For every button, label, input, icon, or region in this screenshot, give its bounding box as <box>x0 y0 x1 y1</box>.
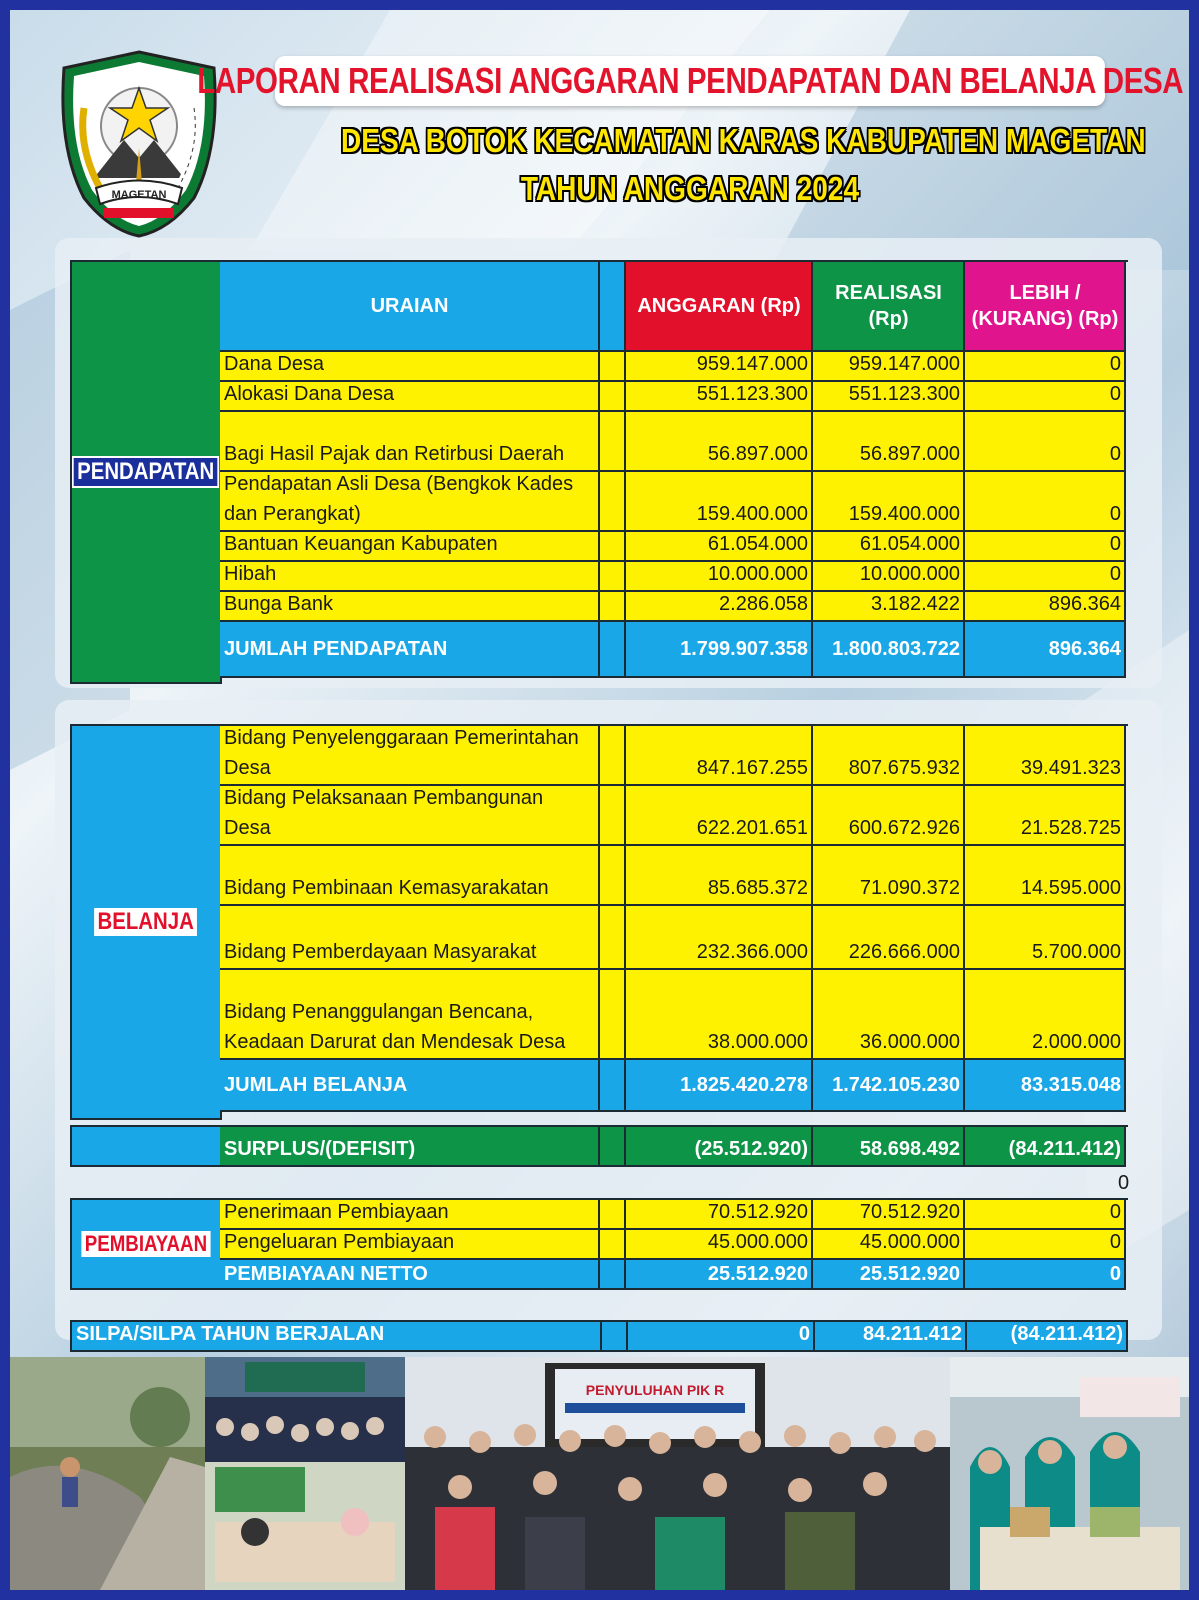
cell-realisasi: 45.000.000 <box>813 1230 965 1260</box>
pembiayaan-label-cell <box>70 1198 222 1290</box>
cell-anggaran: 159.400.000 <box>626 472 813 532</box>
pendapatan-label-cell <box>70 260 222 684</box>
pendapatan-section <box>70 260 1148 684</box>
cell-lebih: 83.315.048 <box>965 1060 1126 1112</box>
pembiayaan-total-row <box>220 1260 1199 1290</box>
cell-gap <box>600 786 626 846</box>
cell-gap <box>600 412 626 472</box>
loose-zero: 0 <box>1118 1172 1130 1194</box>
cell-lebih: 0 <box>965 352 1126 382</box>
table-row <box>220 592 1199 622</box>
cell-lebih: 0 <box>965 1200 1126 1230</box>
cell-lebih: 896.364 <box>965 592 1126 622</box>
table-row <box>220 726 1199 786</box>
surplus-gap <box>600 1127 626 1167</box>
table-row <box>220 906 1199 970</box>
cell-gap <box>600 726 626 786</box>
table-header <box>220 262 1199 352</box>
cell-uraian: Bidang Pembinaan Kemasyarakatan <box>220 846 600 906</box>
cell-uraian: Bidang Pelaksanaan Pembangunan Desa <box>220 786 600 846</box>
photo-group-pik-r <box>405 1357 950 1590</box>
silpa-gap <box>602 1322 628 1352</box>
surplus-row <box>220 1127 1199 1167</box>
pendapatan-table <box>220 260 1128 686</box>
cell-lebih: 0 <box>965 412 1126 472</box>
cell-realisasi: 10.000.000 <box>813 562 965 592</box>
cell-uraian: Pendapatan Asli Desa (Bengkok Kades dan Perangkat) <box>220 472 600 532</box>
cell-anggaran: 85.685.372 <box>626 846 813 906</box>
cell-realisasi: 1.800.803.722 <box>813 622 965 678</box>
cell-gap <box>600 906 626 970</box>
cell-anggaran: 38.000.000 <box>626 970 813 1060</box>
cell-realisasi: 36.000.000 <box>813 970 965 1060</box>
cell-uraian: Bidang Penyelenggaraan Pemerintahan Desa <box>220 726 600 786</box>
cell-uraian: Hibah <box>220 562 600 592</box>
surplus-section <box>70 1125 1148 1167</box>
photo-exhibition <box>950 1357 1189 1590</box>
cell-lebih: 39.491.323 <box>965 726 1126 786</box>
page-title: LAPORAN REALISASI ANGGARAN PENDAPATAN DAN BELANJA DESA <box>197 60 1183 101</box>
cell-anggaran: 25.512.920 <box>626 1260 813 1290</box>
belanja-label-cell <box>70 724 222 1120</box>
cell-lebih: 896.364 <box>965 622 1126 678</box>
pendapatan-total-row <box>220 622 1199 678</box>
cell-lebih: 0 <box>965 1230 1126 1260</box>
cell-realisasi: 70.512.920 <box>813 1200 965 1230</box>
belanja-section <box>70 724 1148 1120</box>
cell-realisasi: 159.400.000 <box>813 472 965 532</box>
table-row <box>220 970 1199 1060</box>
surplus-table <box>220 1125 1128 1160</box>
table-row <box>220 472 1199 532</box>
cell-anggaran: 70.512.920 <box>626 1200 813 1230</box>
header-realisasi: REALISASI (Rp) <box>813 262 965 352</box>
cell-anggaran: 56.897.000 <box>626 412 813 472</box>
table-row <box>220 532 1199 562</box>
cell-gap <box>600 970 626 1060</box>
cell-anggaran: 622.201.651 <box>626 786 813 846</box>
pik-r-banner-text: PENYULUHAN PIK R <box>585 1382 725 1398</box>
surplus-uraian: SURPLUS/(DEFISIT) <box>220 1127 600 1167</box>
silpa-row <box>70 1320 1128 1352</box>
table-row <box>220 412 1199 472</box>
header-lebih-line1: LEBIH / <box>1009 281 1081 304</box>
photo-construction <box>10 1357 205 1590</box>
cell-gap <box>600 532 626 562</box>
pembiayaan-section <box>70 1198 1148 1290</box>
header-anggaran: ANGGARAN (Rp) <box>626 262 813 352</box>
cell-anggaran: 61.054.000 <box>626 532 813 562</box>
cell-uraian: Alokasi Dana Desa <box>220 382 600 412</box>
silpa-anggaran: 0 <box>628 1322 815 1352</box>
table-row <box>220 786 1199 846</box>
cell-lebih: 21.528.725 <box>965 786 1126 846</box>
pendapatan-label: PENDAPATAN <box>72 456 219 488</box>
cell-anggaran: 551.123.300 <box>626 382 813 412</box>
cell-gap <box>600 1230 626 1260</box>
belanja-total-row <box>220 1060 1199 1112</box>
cell-realisasi: 1.742.105.230 <box>813 1060 965 1112</box>
cell-uraian: JUMLAH PENDAPATAN <box>220 622 600 678</box>
cell-lebih: 0 <box>965 532 1126 562</box>
cell-uraian: Bunga Bank <box>220 592 600 622</box>
cell-gap <box>600 846 626 906</box>
cell-lebih: 0 <box>965 382 1126 412</box>
cell-gap <box>600 622 626 678</box>
table-row <box>220 562 1199 592</box>
cell-gap <box>600 592 626 622</box>
table-row <box>220 352 1199 382</box>
cell-anggaran: 1.799.907.358 <box>626 622 813 678</box>
cell-realisasi: 807.675.932 <box>813 726 965 786</box>
cell-uraian: Bantuan Keuangan Kabupaten <box>220 532 600 562</box>
cell-uraian: JUMLAH BELANJA <box>220 1060 600 1112</box>
cell-anggaran: 2.286.058 <box>626 592 813 622</box>
cell-lebih: 0 <box>965 562 1126 592</box>
header-gap <box>600 262 626 352</box>
cell-realisasi: 600.672.926 <box>813 786 965 846</box>
silpa-realisasi: 84.211.412 <box>815 1322 967 1352</box>
belanja-table <box>220 724 1128 1122</box>
photo-meeting <box>205 1357 405 1590</box>
silpa-section <box>70 1320 1148 1352</box>
cell-lebih: 5.700.000 <box>965 906 1126 970</box>
cell-anggaran: 847.167.255 <box>626 726 813 786</box>
cell-realisasi: 959.147.000 <box>813 352 965 382</box>
header-lebih <box>965 262 1126 352</box>
cell-uraian: Bagi Hasil Pajak dan Retirbusi Daerah <box>220 412 600 472</box>
cell-realisasi: 551.123.300 <box>813 382 965 412</box>
cell-realisasi: 25.512.920 <box>813 1260 965 1290</box>
cell-anggaran: 1.825.420.278 <box>626 1060 813 1112</box>
table-row <box>220 1200 1199 1230</box>
table-row <box>220 382 1199 412</box>
cell-anggaran: 959.147.000 <box>626 352 813 382</box>
pembiayaan-label: PEMBIAYAAN <box>81 1231 210 1257</box>
cell-realisasi: 71.090.372 <box>813 846 965 906</box>
header-lebih-line2: (KURANG) (Rp) <box>971 307 1119 330</box>
cell-lebih: 0 <box>965 1260 1126 1290</box>
cell-lebih: 0 <box>965 472 1126 532</box>
cell-uraian: Pengeluaran Pembiayaan <box>220 1230 600 1260</box>
logo-text: MAGETAN <box>111 189 167 201</box>
silpa-uraian: SILPA/SILPA TAHUN BERJALAN <box>72 1322 602 1352</box>
cell-anggaran: 45.000.000 <box>626 1230 813 1260</box>
cell-realisasi: 3.182.422 <box>813 592 965 622</box>
cell-gap <box>600 382 626 412</box>
cell-gap <box>600 352 626 382</box>
cell-lebih: 2.000.000 <box>965 970 1126 1060</box>
surplus-lebih: (84.211.412) <box>965 1127 1126 1167</box>
cell-uraian: Bidang Pemberdayaan Masyarakat <box>220 906 600 970</box>
cell-uraian: Penerimaan Pembiayaan <box>220 1200 600 1230</box>
photo-strip <box>10 1357 1189 1590</box>
header-uraian: URAIAN <box>220 262 600 352</box>
cell-uraian: PEMBIAYAAN NETTO <box>220 1260 600 1290</box>
cell-realisasi: 56.897.000 <box>813 412 965 472</box>
table-row <box>220 846 1199 906</box>
cell-anggaran: 10.000.000 <box>626 562 813 592</box>
cell-uraian: Bidang Penanggulangan Bencana, Keadaan Darurat dan Mendesak Desa <box>220 970 600 1060</box>
cell-uraian: Dana Desa <box>220 352 600 382</box>
title-box <box>197 56 1183 106</box>
cell-lebih: 14.595.000 <box>965 846 1126 906</box>
cell-gap <box>600 562 626 592</box>
subtitle-village: DESA BOTOK KECAMATAN KARAS KABUPATEN MAGETAN <box>340 122 1146 159</box>
subtitle-year: TAHUN ANGGARAN 2024 <box>520 170 860 207</box>
surplus-realisasi: 58.698.492 <box>813 1127 965 1167</box>
silpa-lebih: (84.211.412) <box>967 1322 1128 1352</box>
cell-realisasi: 226.666.000 <box>813 906 965 970</box>
cell-gap <box>600 1060 626 1112</box>
surplus-side <box>70 1125 222 1167</box>
cell-anggaran: 232.366.000 <box>626 906 813 970</box>
cell-gap <box>600 1200 626 1230</box>
pembiayaan-table <box>220 1198 1128 1292</box>
surplus-anggaran: (25.512.920) <box>626 1127 813 1167</box>
cell-gap <box>600 472 626 532</box>
belanja-label: BELANJA <box>94 908 197 936</box>
table-row <box>220 1230 1199 1260</box>
cell-gap <box>600 1260 626 1290</box>
cell-realisasi: 61.054.000 <box>813 532 965 562</box>
